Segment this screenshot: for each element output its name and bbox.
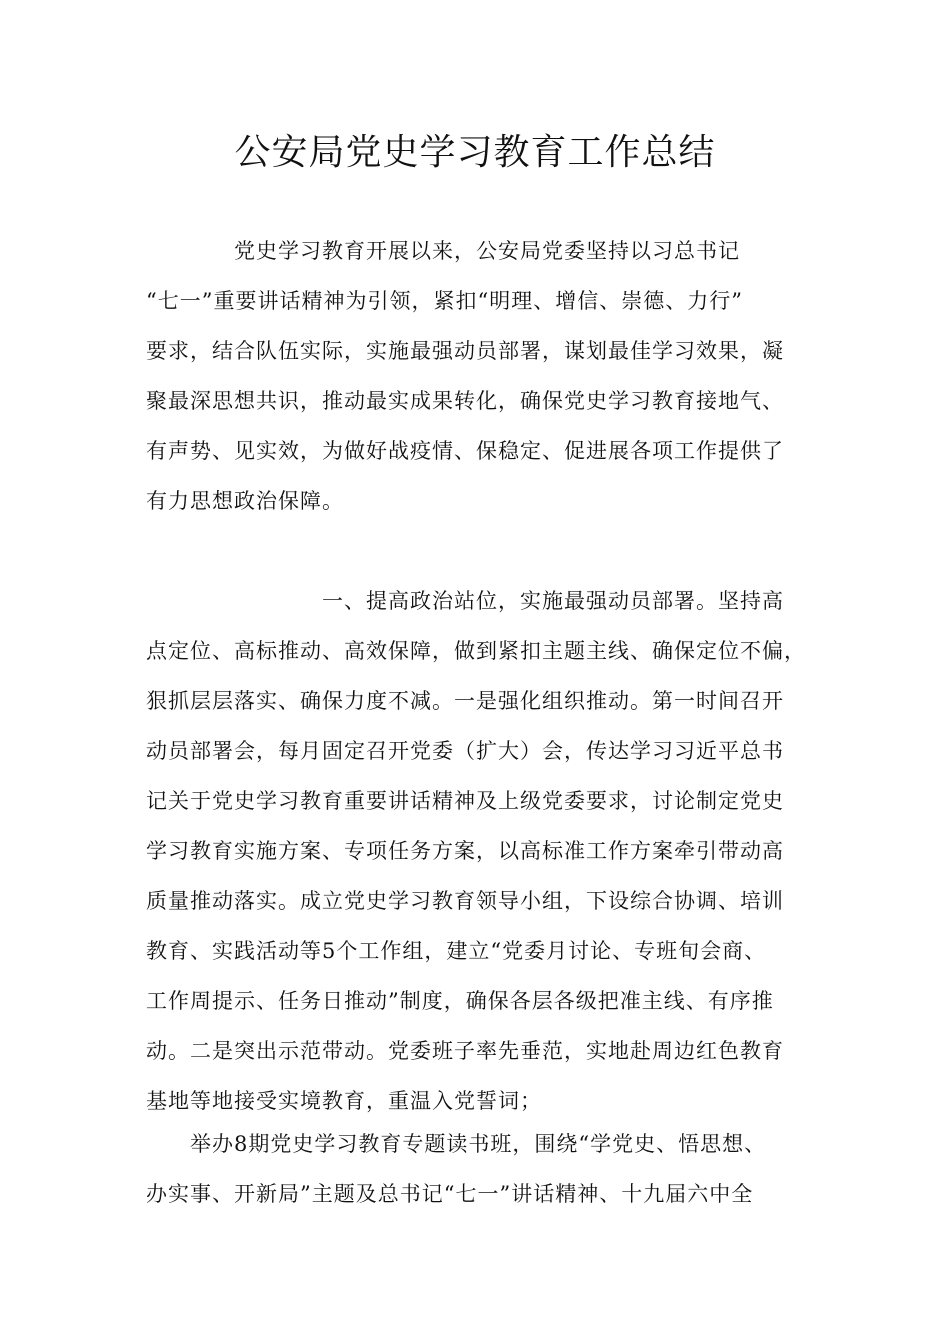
- paragraph-line: 记关于党史学习教育重要讲话精神及上级党委要求，讨论制定党史: [146, 789, 784, 813]
- paragraph-line: 办实事、开新局”主题及总书记“七一”讲话精神、十九届六中全: [146, 1182, 754, 1206]
- paragraph-line: 举办8期党史学习教育专题读书班，围绕“学党史、悟思想、: [146, 1132, 767, 1156]
- paragraph-line: 动员部署会，每月固定召开党委（扩大）会，传达学习习近平总书: [146, 739, 784, 763]
- paragraph-line: 党史学习教育开展以来，公安局党委坚持以习总书记: [146, 239, 740, 263]
- paragraph-line: 要求，结合队伍实际，实施最强动员部署，谋划最佳学习效果，凝: [146, 339, 784, 363]
- paragraph-line: 基地等地接受实境教育，重温入党誓词；: [146, 1089, 542, 1113]
- paragraph-section-one: [146, 576, 826, 1126]
- paragraph-line: 质量推动落实。成立党史学习教育领导小组，下设综合协调、培训: [146, 889, 784, 913]
- paragraph-line: 工作周提示、任务日推动”制度，确保各层各级把准主线、有序推: [146, 989, 774, 1013]
- paragraph-line: “七一”重要讲话精神为引领，紧扣“明理、增信、崇德、力行”: [146, 289, 743, 313]
- paragraph-line: 狠抓层层落实、确保力度不减。一是强化组织推动。第一时间召开: [146, 689, 784, 713]
- paragraph-line: 聚最深思想共识，推动最实成果转化，确保党史学习教育接地气、: [146, 389, 784, 413]
- paragraph-intro: [146, 226, 826, 526]
- paragraph-line: 有声势、见实效，为做好战疫情、保稳定、促进展各项工作提供了: [146, 439, 784, 463]
- paragraph-line: 学习教育实施方案、专项任务方案，以高标准工作方案牵引带动高: [146, 839, 784, 863]
- paragraph-reading-class: [146, 1119, 826, 1219]
- paragraph-line: 动。二是突出示范带动。党委班子率先垂范，实地赴周边红色教育: [146, 1039, 784, 1063]
- paragraph-line: 有力思想政治保障。: [146, 489, 344, 513]
- document-title: 公安局党史学习教育工作总结: [234, 132, 716, 173]
- paragraph-line: 点定位、高标推动、高效保障，做到紧扣主题主线、确保定位不偏，: [146, 639, 806, 663]
- paragraph-line: 教育、实践活动等5个工作组，建立“党委月讨论、专班旬会商、: [146, 939, 767, 963]
- paragraph-line: 一、提高政治站位，实施最强动员部署。坚持高: [146, 589, 784, 613]
